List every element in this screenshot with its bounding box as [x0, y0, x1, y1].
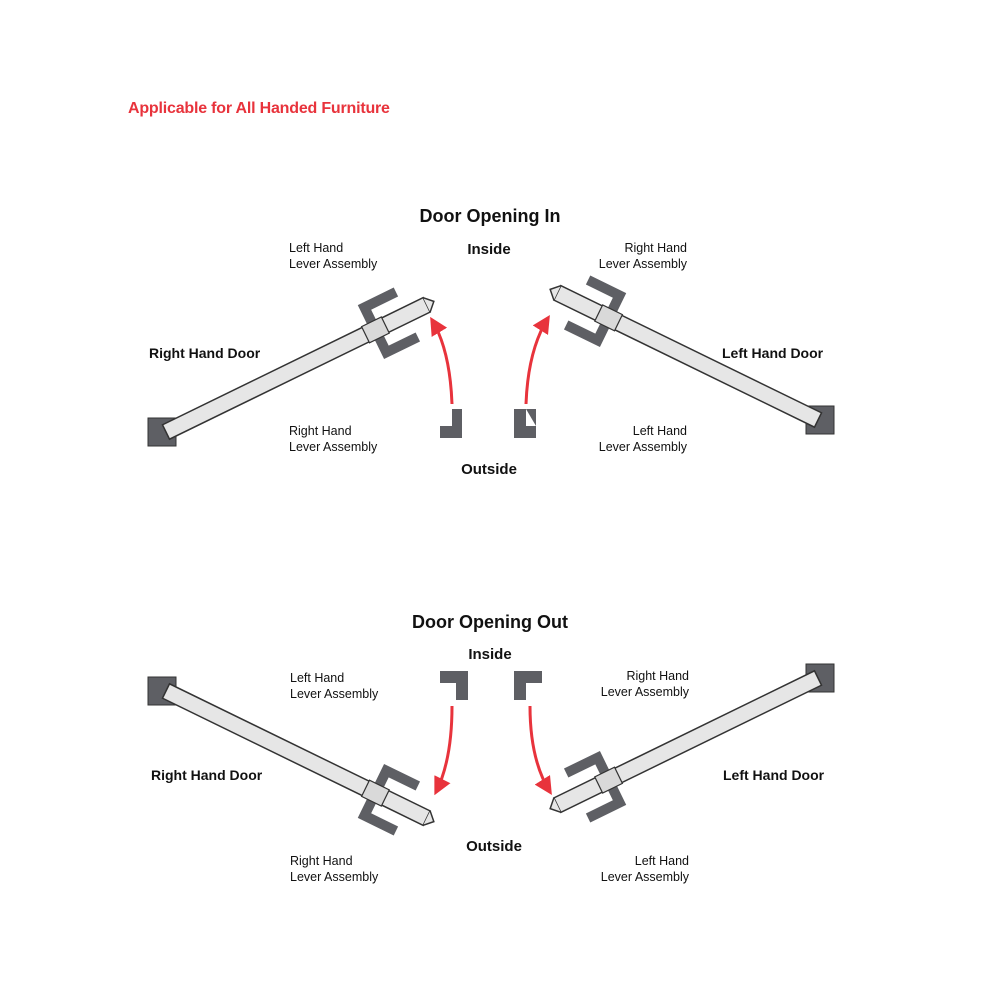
opening-in-left-door-label: Left Hand Door	[722, 345, 824, 361]
opening-in-right-hand-door	[148, 274, 447, 459]
lever-label-line: Right Hand	[289, 424, 352, 438]
opening-in-inside-label: Inside	[467, 241, 511, 258]
lever-label-line: Lever Assembly	[290, 686, 379, 701]
swing-arrow	[526, 318, 548, 404]
strike-jamb-right	[514, 409, 536, 438]
lever-label-line: Left Hand	[632, 424, 687, 438]
lever-label-line: Lever Assembly	[600, 684, 689, 699]
lever-label-line: Right Hand	[624, 241, 687, 255]
opening-in-left-hand-door	[537, 262, 834, 447]
lever-label-line: Lever Assembly	[290, 869, 379, 884]
strike-jamb-left	[440, 671, 468, 700]
lever-label-line: Right Hand	[626, 669, 689, 683]
page-header: Applicable for All Handed Furniture	[128, 100, 390, 117]
opening-out-left-door-label: Left Hand Door	[723, 767, 825, 783]
swing-arrow	[432, 320, 452, 404]
swing-arrow	[436, 706, 452, 792]
strike-jamb-left	[440, 409, 462, 438]
opening-out-right-hand-door	[148, 664, 447, 849]
lever-label-line: Right Hand	[290, 854, 353, 868]
lever-label-line: Left Hand	[290, 671, 345, 685]
opening-in-outside-label: Outside	[461, 461, 517, 478]
opening-in-title: Door Opening In	[419, 206, 561, 226]
lever-label-line: Lever Assembly	[289, 256, 378, 271]
lever-label-line: Lever Assembly	[598, 256, 687, 271]
swing-arrow	[530, 706, 550, 792]
opening-out-right-door-label: Right Hand Door	[151, 767, 263, 783]
lever-label-line: Lever Assembly	[600, 869, 689, 884]
strike-jamb-right	[514, 671, 542, 700]
opening-out-left-hand-door	[537, 651, 834, 836]
lever-label-line: Left Hand	[289, 241, 344, 255]
lever-label-line: Lever Assembly	[598, 439, 687, 454]
lever-label-line: Lever Assembly	[289, 439, 378, 454]
opening-out-outside-label: Outside	[466, 838, 522, 855]
lever-label-line: Left Hand	[634, 854, 689, 868]
opening-out-inside-label: Inside	[468, 646, 512, 663]
opening-in-right-door-label: Right Hand Door	[149, 345, 261, 361]
opening-out-title: Door Opening Out	[412, 612, 568, 632]
